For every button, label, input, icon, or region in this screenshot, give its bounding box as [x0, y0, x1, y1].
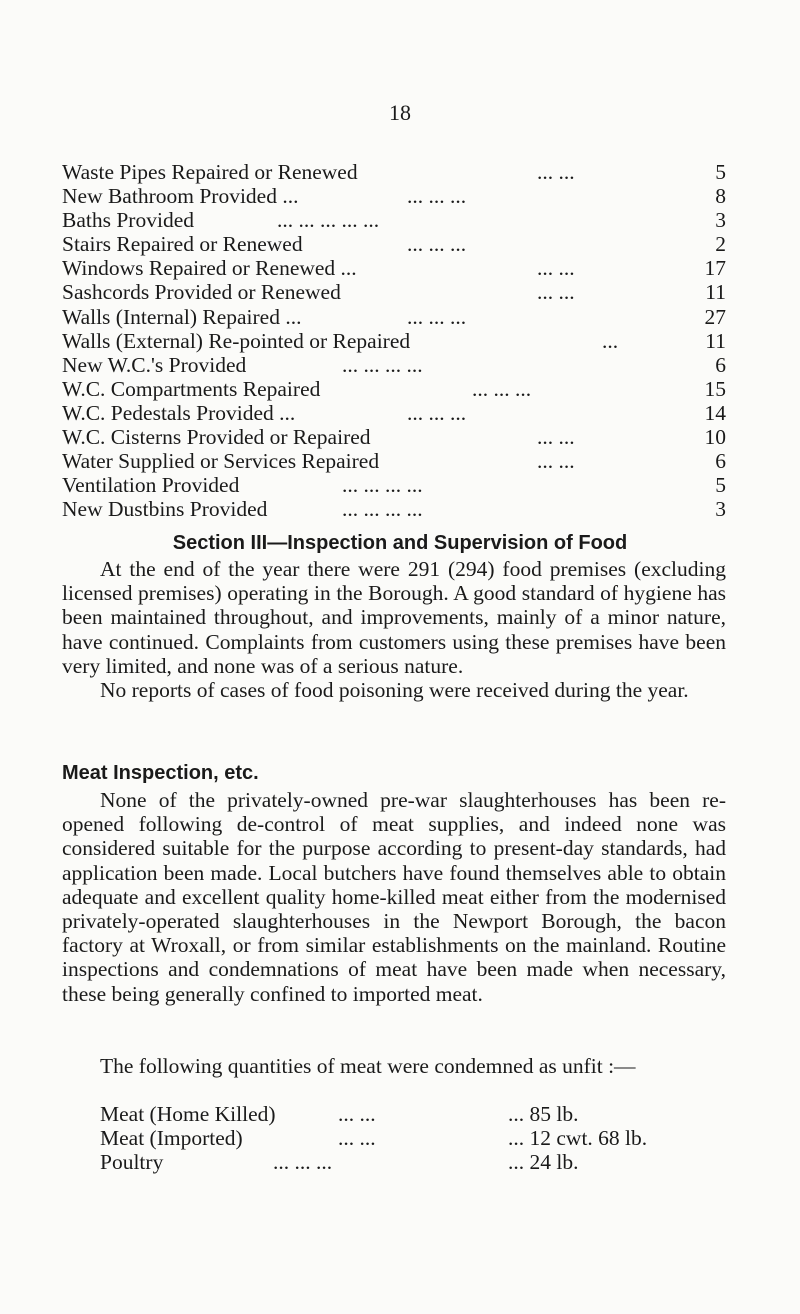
item-count: 8: [715, 184, 726, 209]
list-item: [62, 425, 726, 449]
item-label: Sashcords Provided or Renewed: [62, 280, 341, 305]
leader-dots: ...: [602, 328, 619, 353]
item-label: Walls (Internal) Repaired ...: [62, 304, 302, 329]
paragraph: The following quantities of meat were condemned as unfit :—: [100, 1054, 636, 1078]
list-item: [62, 184, 726, 208]
page-number: 18: [389, 100, 411, 125]
item-label: New Dustbins Provided: [62, 497, 268, 522]
leader-dots: ... ... ...: [407, 400, 467, 425]
list-item: [100, 1102, 700, 1126]
leader-dots: ... ... ...: [407, 232, 467, 257]
item-label: Meat (Home Killed): [100, 1102, 276, 1126]
list-item: [62, 256, 726, 280]
item-label: W.C. Compartments Repaired: [62, 376, 321, 401]
list-item: [62, 280, 726, 304]
leader-dots: ... ... ... ...: [342, 352, 423, 377]
item-label: W.C. Cisterns Provided or Repaired: [62, 425, 371, 450]
paragraph: No reports of cases of food poisoning were received during the year.: [100, 678, 689, 702]
leader-dots: ... ... ...: [273, 1150, 333, 1175]
item-count: 6: [715, 352, 726, 377]
item-quantity: ... 12 cwt. 68 lb.: [508, 1126, 648, 1151]
leader-dots: ... ...: [537, 280, 575, 305]
item-count: 5: [715, 160, 726, 184]
list-item: [62, 160, 726, 184]
paragraph: None of the privately-owned pre-war slaughterhouses has been re-opened following de-control of meat supplies, and indeed none was considered suitable for the purpose according to present-day standards, had application been made. Local butchers have found themselves able to obtain adequate and excellent quality home-killed meat either from the modernised privately-operated slaughterhouses in the Newport Borough, the bacon factory at Wroxall, or from similar establishments on the mainland. Routine inspections and condemnations of meat have been made when necessary, these being generally confined to imported meat.: [62, 788, 726, 1006]
item-count: 15: [704, 376, 726, 401]
list-item: [62, 473, 726, 497]
list-item: [62, 377, 726, 401]
item-label: Water Supplied or Services Repaired: [62, 449, 380, 474]
leader-dots: ... ...: [338, 1126, 376, 1151]
list-item: [100, 1150, 700, 1174]
list-item: [62, 329, 726, 353]
item-count: 14: [704, 400, 726, 425]
leader-dots: ... ...: [338, 1102, 376, 1126]
leader-dots: ... ... ...: [472, 376, 532, 401]
list-item: [100, 1126, 700, 1150]
item-quantity: ... 85 lb.: [508, 1102, 579, 1126]
item-count: 2: [715, 232, 726, 257]
list-item: [62, 401, 726, 425]
leader-dots: ... ...: [537, 425, 575, 450]
list-item: [62, 449, 726, 473]
item-label: Baths Provided: [62, 208, 194, 233]
leader-dots: ... ... ...: [407, 184, 467, 209]
item-count: 5: [715, 473, 726, 498]
item-label: Windows Repaired or Renewed ...: [62, 256, 357, 281]
item-label: New W.C.'s Provided: [62, 352, 247, 377]
paragraph: At the end of the year there were 291 (294) food premises (excluding licensed premises) operating in the Borough. A good standard of hygiene has been maintained throughout, and improvements, mainly of a minor nature, have continued. Complaints from customers using these premises have been very limited, and none was of a serious nature.: [62, 557, 726, 678]
leader-dots: ... ...: [537, 449, 575, 474]
list-item: [62, 497, 726, 521]
list-item: [62, 305, 726, 329]
item-count: 17: [704, 256, 726, 281]
subsection-heading: Meat Inspection, etc.: [62, 762, 259, 784]
list-item: [62, 208, 726, 232]
condemned-list: [100, 1102, 700, 1174]
leader-dots: ... ...: [537, 160, 575, 184]
item-count: 10: [704, 425, 726, 450]
item-label: New Bathroom Provided ...: [62, 184, 299, 209]
leader-dots: ... ... ... ...: [342, 473, 423, 498]
item-count: 6: [715, 449, 726, 474]
item-count: 11: [705, 280, 726, 305]
item-count: 3: [715, 497, 726, 522]
leader-dots: ... ... ... ... ...: [277, 208, 380, 233]
item-label: Ventilation Provided: [62, 473, 240, 498]
item-label: W.C. Pedestals Provided ...: [62, 400, 296, 425]
item-count: 3: [715, 208, 726, 233]
leader-dots: ... ... ... ...: [342, 497, 423, 522]
repairs-list: [62, 160, 726, 521]
item-label: Waste Pipes Repaired or Renewed: [62, 160, 358, 184]
item-label: Walls (External) Re-pointed or Repaired: [62, 328, 411, 353]
item-count: 27: [704, 304, 726, 329]
list-item: [62, 353, 726, 377]
list-item: [62, 232, 726, 256]
item-label: Meat (Imported): [100, 1126, 243, 1151]
leader-dots: ... ... ...: [407, 304, 467, 329]
leader-dots: ... ...: [537, 256, 575, 281]
item-count: 11: [705, 328, 726, 353]
section-heading: Section III—Inspection and Supervision of Food: [172, 532, 628, 554]
item-quantity: ... 24 lb.: [508, 1150, 579, 1175]
item-label: Stairs Repaired or Renewed: [62, 232, 303, 257]
item-label: Poultry: [100, 1150, 164, 1175]
